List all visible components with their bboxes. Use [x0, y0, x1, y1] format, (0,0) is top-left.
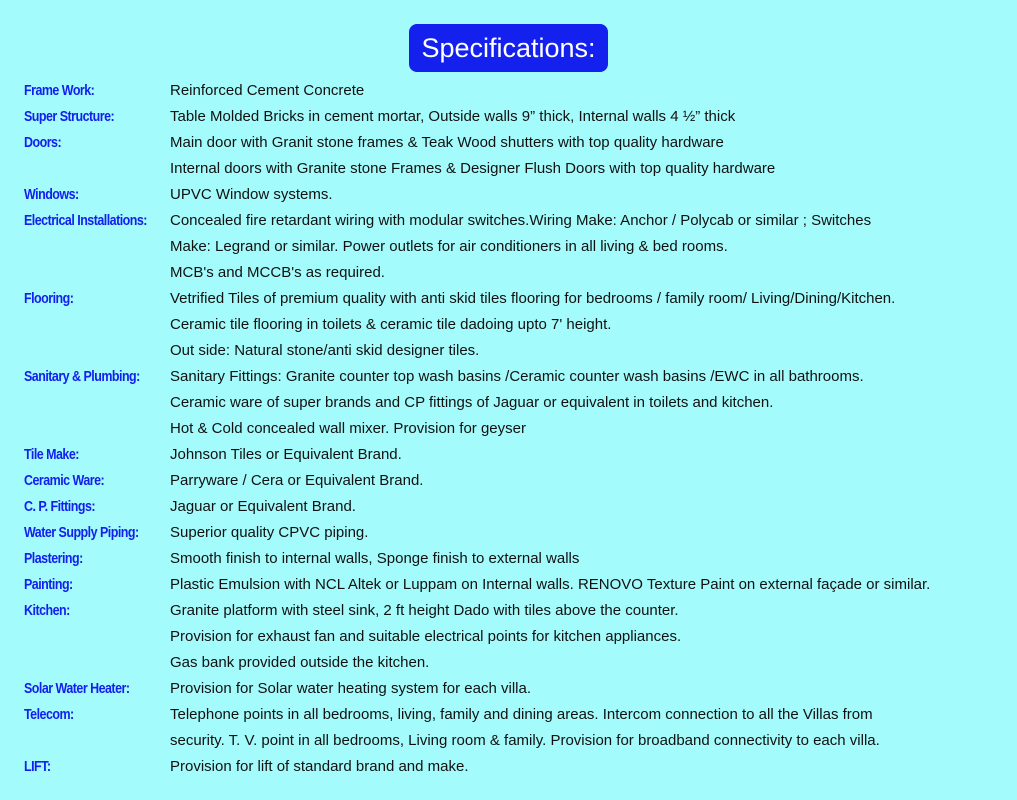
spec-row	[24, 702, 1009, 754]
spec-line: Out side: Natural stone/anti skid designer tiles.	[170, 342, 480, 359]
spec-description	[170, 546, 1009, 572]
spec-description	[170, 182, 1009, 208]
spec-label: Doors:	[24, 135, 62, 151]
spec-line: Internal doors with Granite stone Frames & Designer Flush Doors with top quality hardware	[170, 160, 776, 177]
spec-label: Water Supply Piping:	[24, 525, 139, 541]
spec-row	[24, 130, 1009, 182]
spec-row	[24, 442, 1009, 468]
spec-description	[170, 676, 1009, 702]
spec-description	[170, 364, 1009, 442]
spec-label: Tile Make:	[24, 447, 79, 463]
spec-line: Provision for exhaust fan and suitable electrical points for kitchen appliances.	[170, 628, 682, 645]
spec-line: UPVC Window systems.	[170, 186, 333, 203]
spec-line: Granite platform with steel sink, 2 ft height Dado with tiles above the counter.	[170, 602, 679, 619]
spec-line: Superior quality CPVC piping.	[170, 524, 369, 541]
spec-label: C. P. Fittings:	[24, 499, 96, 515]
spec-line: Parryware / Cera or Equivalent Brand.	[170, 472, 424, 489]
specifications-list	[24, 78, 1009, 780]
spec-row	[24, 78, 1009, 104]
spec-description	[170, 494, 1009, 520]
page-title: Specifications:	[409, 24, 607, 72]
spec-line: Hot & Cold concealed wall mixer. Provision for geyser	[170, 420, 526, 437]
spec-line: Jaguar or Equivalent Brand.	[170, 498, 356, 515]
spec-line: Sanitary Fittings: Granite counter top wash basins /Ceramic counter wash basins /EWC in all bathrooms.	[170, 368, 864, 385]
spec-label: Frame Work:	[24, 83, 95, 99]
spec-description	[170, 104, 1009, 130]
spec-row	[24, 546, 1009, 572]
spec-row	[24, 598, 1009, 676]
spec-description	[170, 598, 1009, 676]
spec-line: Ceramic tile flooring in toilets & ceramic tile dadoing upto 7' height.	[170, 316, 612, 333]
spec-line: Vetrified Tiles of premium quality with anti skid tiles flooring for bedrooms / family room/ Living/Dining/Kitchen.	[170, 290, 896, 307]
spec-label: Solar Water Heater:	[24, 681, 130, 697]
spec-label: Plastering:	[24, 551, 83, 567]
spec-label: Painting:	[24, 577, 73, 593]
spec-label: Telecom:	[24, 707, 74, 723]
spec-description	[170, 130, 1009, 182]
spec-line: MCB's and MCCB's as required.	[170, 264, 385, 281]
spec-description	[170, 208, 1009, 286]
spec-line: Smooth finish to internal walls, Sponge finish to external walls	[170, 550, 580, 567]
spec-row	[24, 468, 1009, 494]
spec-description	[170, 468, 1009, 494]
spec-label: Flooring:	[24, 291, 74, 307]
spec-row	[24, 520, 1009, 546]
spec-label: LIFT:	[24, 759, 51, 775]
spec-row	[24, 364, 1009, 442]
spec-description	[170, 520, 1009, 546]
spec-description	[170, 754, 1009, 780]
spec-label: Windows:	[24, 187, 79, 203]
spec-label: Sanitary & Plumbing:	[24, 369, 140, 385]
spec-line: Provision for lift of standard brand and make.	[170, 758, 469, 775]
spec-line: Main door with Granit stone frames & Teak Wood shutters with top quality hardware	[170, 134, 724, 151]
spec-description	[170, 702, 1009, 754]
spec-row	[24, 104, 1009, 130]
spec-description	[170, 286, 1009, 364]
spec-line: Gas bank provided outside the kitchen.	[170, 654, 430, 671]
spec-description	[170, 442, 1009, 468]
spec-row	[24, 208, 1009, 286]
spec-line: Make: Legrand or similar. Power outlets for air conditioners in all living & bed rooms.	[170, 238, 728, 255]
spec-row	[24, 572, 1009, 598]
spec-line: Table Molded Bricks in cement mortar, Outside walls 9” thick, Internal walls 4 ½” thick	[170, 108, 736, 125]
spec-row	[24, 754, 1009, 780]
spec-row	[24, 286, 1009, 364]
spec-row	[24, 676, 1009, 702]
spec-description	[170, 572, 1009, 598]
spec-row	[24, 182, 1009, 208]
spec-line: security. T. V. point in all bedrooms, Living room & family. Provision for broadband connectivity to each villa.	[170, 732, 880, 749]
spec-line: Concealed fire retardant wiring with modular switches.Wiring Make: Anchor / Polycab or similar ; Switches	[170, 212, 872, 229]
spec-row	[24, 494, 1009, 520]
spec-line: Johnson Tiles or Equivalent Brand.	[170, 446, 402, 463]
spec-line: Ceramic ware of super brands and CP fittings of Jaguar or equivalent in toilets and kitchen.	[170, 394, 774, 411]
spec-line: Plastic Emulsion with NCL Altek or Luppam on Internal walls. RENOVO Texture Paint on external façade or similar.	[170, 576, 931, 593]
spec-line: Reinforced Cement Concrete	[170, 82, 365, 99]
spec-line: Telephone points in all bedrooms, living, family and dining areas. Intercom connection to all the Villas from	[170, 706, 873, 723]
spec-label: Super Structure:	[24, 109, 115, 125]
title-container	[0, 24, 1017, 72]
spec-label: Ceramic Ware:	[24, 473, 105, 489]
spec-label: Electrical Installations:	[24, 213, 147, 229]
spec-label: Kitchen:	[24, 603, 70, 619]
spec-line: Provision for Solar water heating system for each villa.	[170, 680, 531, 697]
spec-description	[170, 78, 1009, 104]
